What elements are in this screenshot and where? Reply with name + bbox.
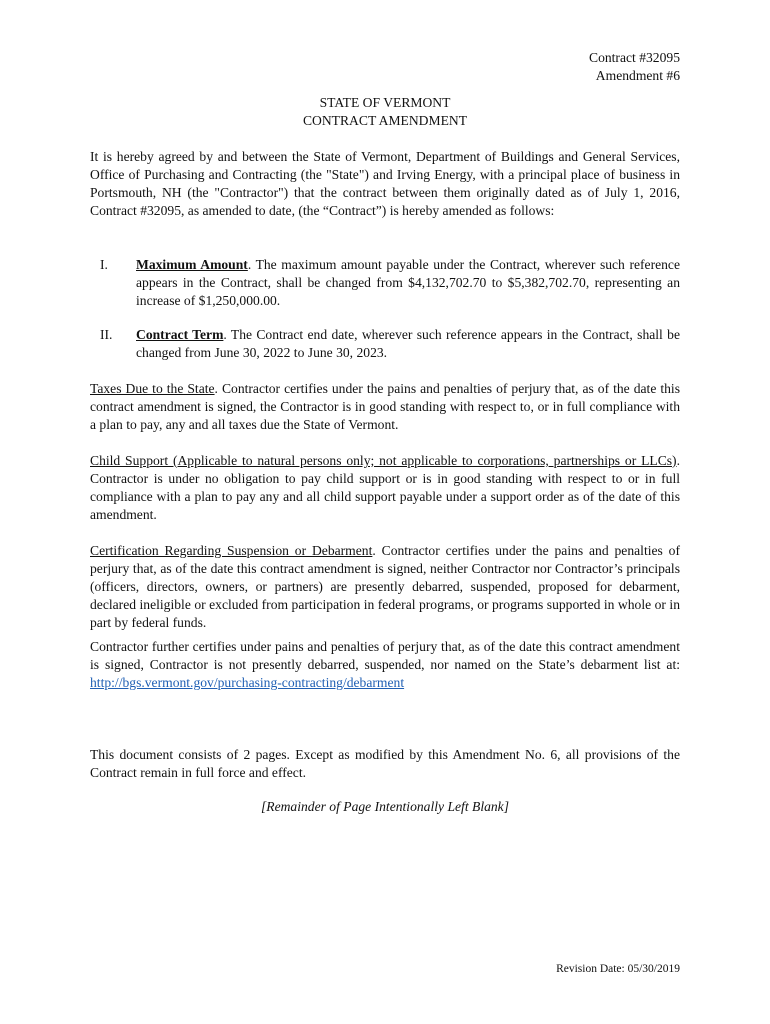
item-heading: Maximum Amount <box>136 257 248 272</box>
item-heading: Contract Term <box>136 327 224 342</box>
item-text: . The maximum amount payable under the Contract, wherever such reference appears in the Contract, shall be changed from $4,132,702.70 to $5,382,702.70, representing an increase of $1,250,000.00. <box>136 257 680 308</box>
intro-paragraph: It is hereby agreed by and between the State of Vermont, Department of Buildings and General Services, Office of Purchasing and Contracting (the "State") and Irving Energy, with a principal place of business in Portsmouth, NH (the "Contractor") that the contract between them originally dated as of July 1, 2016, Contract #32095, as amended to date, (the “Contract”) is hereby amended as follows: <box>90 149 680 218</box>
debarment-link[interactable]: http://bgs.vermont.gov/purchasing-contracting/debarment <box>90 675 405 690</box>
child-support-heading: Child Support (Applicable to natural persons only; not applicable to corporations, partnerships or LLCs) <box>90 453 677 468</box>
taxes-paragraph <box>90 380 680 434</box>
item-body <box>136 256 680 310</box>
item-text: . The Contract end date, wherever such reference appears in the Contract, shall be changed from June 30, 2022 to June 30, 2023. <box>136 327 680 360</box>
further-certification-paragraph <box>90 638 680 692</box>
title-line-2: CONTRACT AMENDMENT <box>302 113 467 128</box>
certification-paragraph <box>90 542 680 632</box>
child-support-text: . Contractor is under no obligation to pay child support or is in good standing with respect to or in full compliance with a plan to pay any and all child support payable under a support order as of the date of this amendment. <box>90 453 680 522</box>
item-maximum-amount <box>90 256 680 310</box>
remainder-note: [Remainder of Page Intentionally Left Blank] <box>260 799 510 814</box>
item-body <box>136 326 680 362</box>
amendment-number: Amendment #6 <box>595 68 680 83</box>
certification-text: . Contractor certifies under the pains and penalties of perjury that, as of the date this contract amendment is signed, neither Contractor nor Contractor’s principals (officers, directors, owners, or partners) are presently debarred, suspended, proposed for debarment, declared ineligible or excluded from participation in federal programs, or programs supported in whole or in part by federal funds. <box>90 543 680 630</box>
document-title <box>0 94 770 130</box>
certification-heading: Certification Regarding Suspension or Debarment <box>90 543 373 558</box>
item-contract-term <box>90 326 680 362</box>
child-support-paragraph <box>90 452 680 524</box>
further-text: Contractor further certifies under pains and penalties of perjury that, as of the date this contract amendment is signed, Contractor is not presently debarred, suspended, nor named on the State’s debarment list at: <box>90 639 680 672</box>
title-line-1: STATE OF VERMONT <box>319 95 451 110</box>
item-numeral: II. <box>100 327 113 342</box>
taxes-text: . Contractor certifies under the pains and penalties of perjury that, as of the date this contract amendment is signed, the Contractor is in good standing with respect to, or in full compliance with a plan to pay, any and all taxes due the State of Vermont. <box>90 381 680 432</box>
pages-note-paragraph: This document consists of 2 pages. Except as modified by this Amendment No. 6, all provisions of the Contract remain in full force and effect. <box>90 747 680 780</box>
item-numeral: I. <box>100 257 108 272</box>
contract-number: Contract #32095 <box>589 50 680 65</box>
revision-date: Revision Date: 05/30/2019 <box>556 963 680 975</box>
taxes-heading: Taxes Due to the State <box>90 381 215 396</box>
contract-header <box>589 49 680 85</box>
